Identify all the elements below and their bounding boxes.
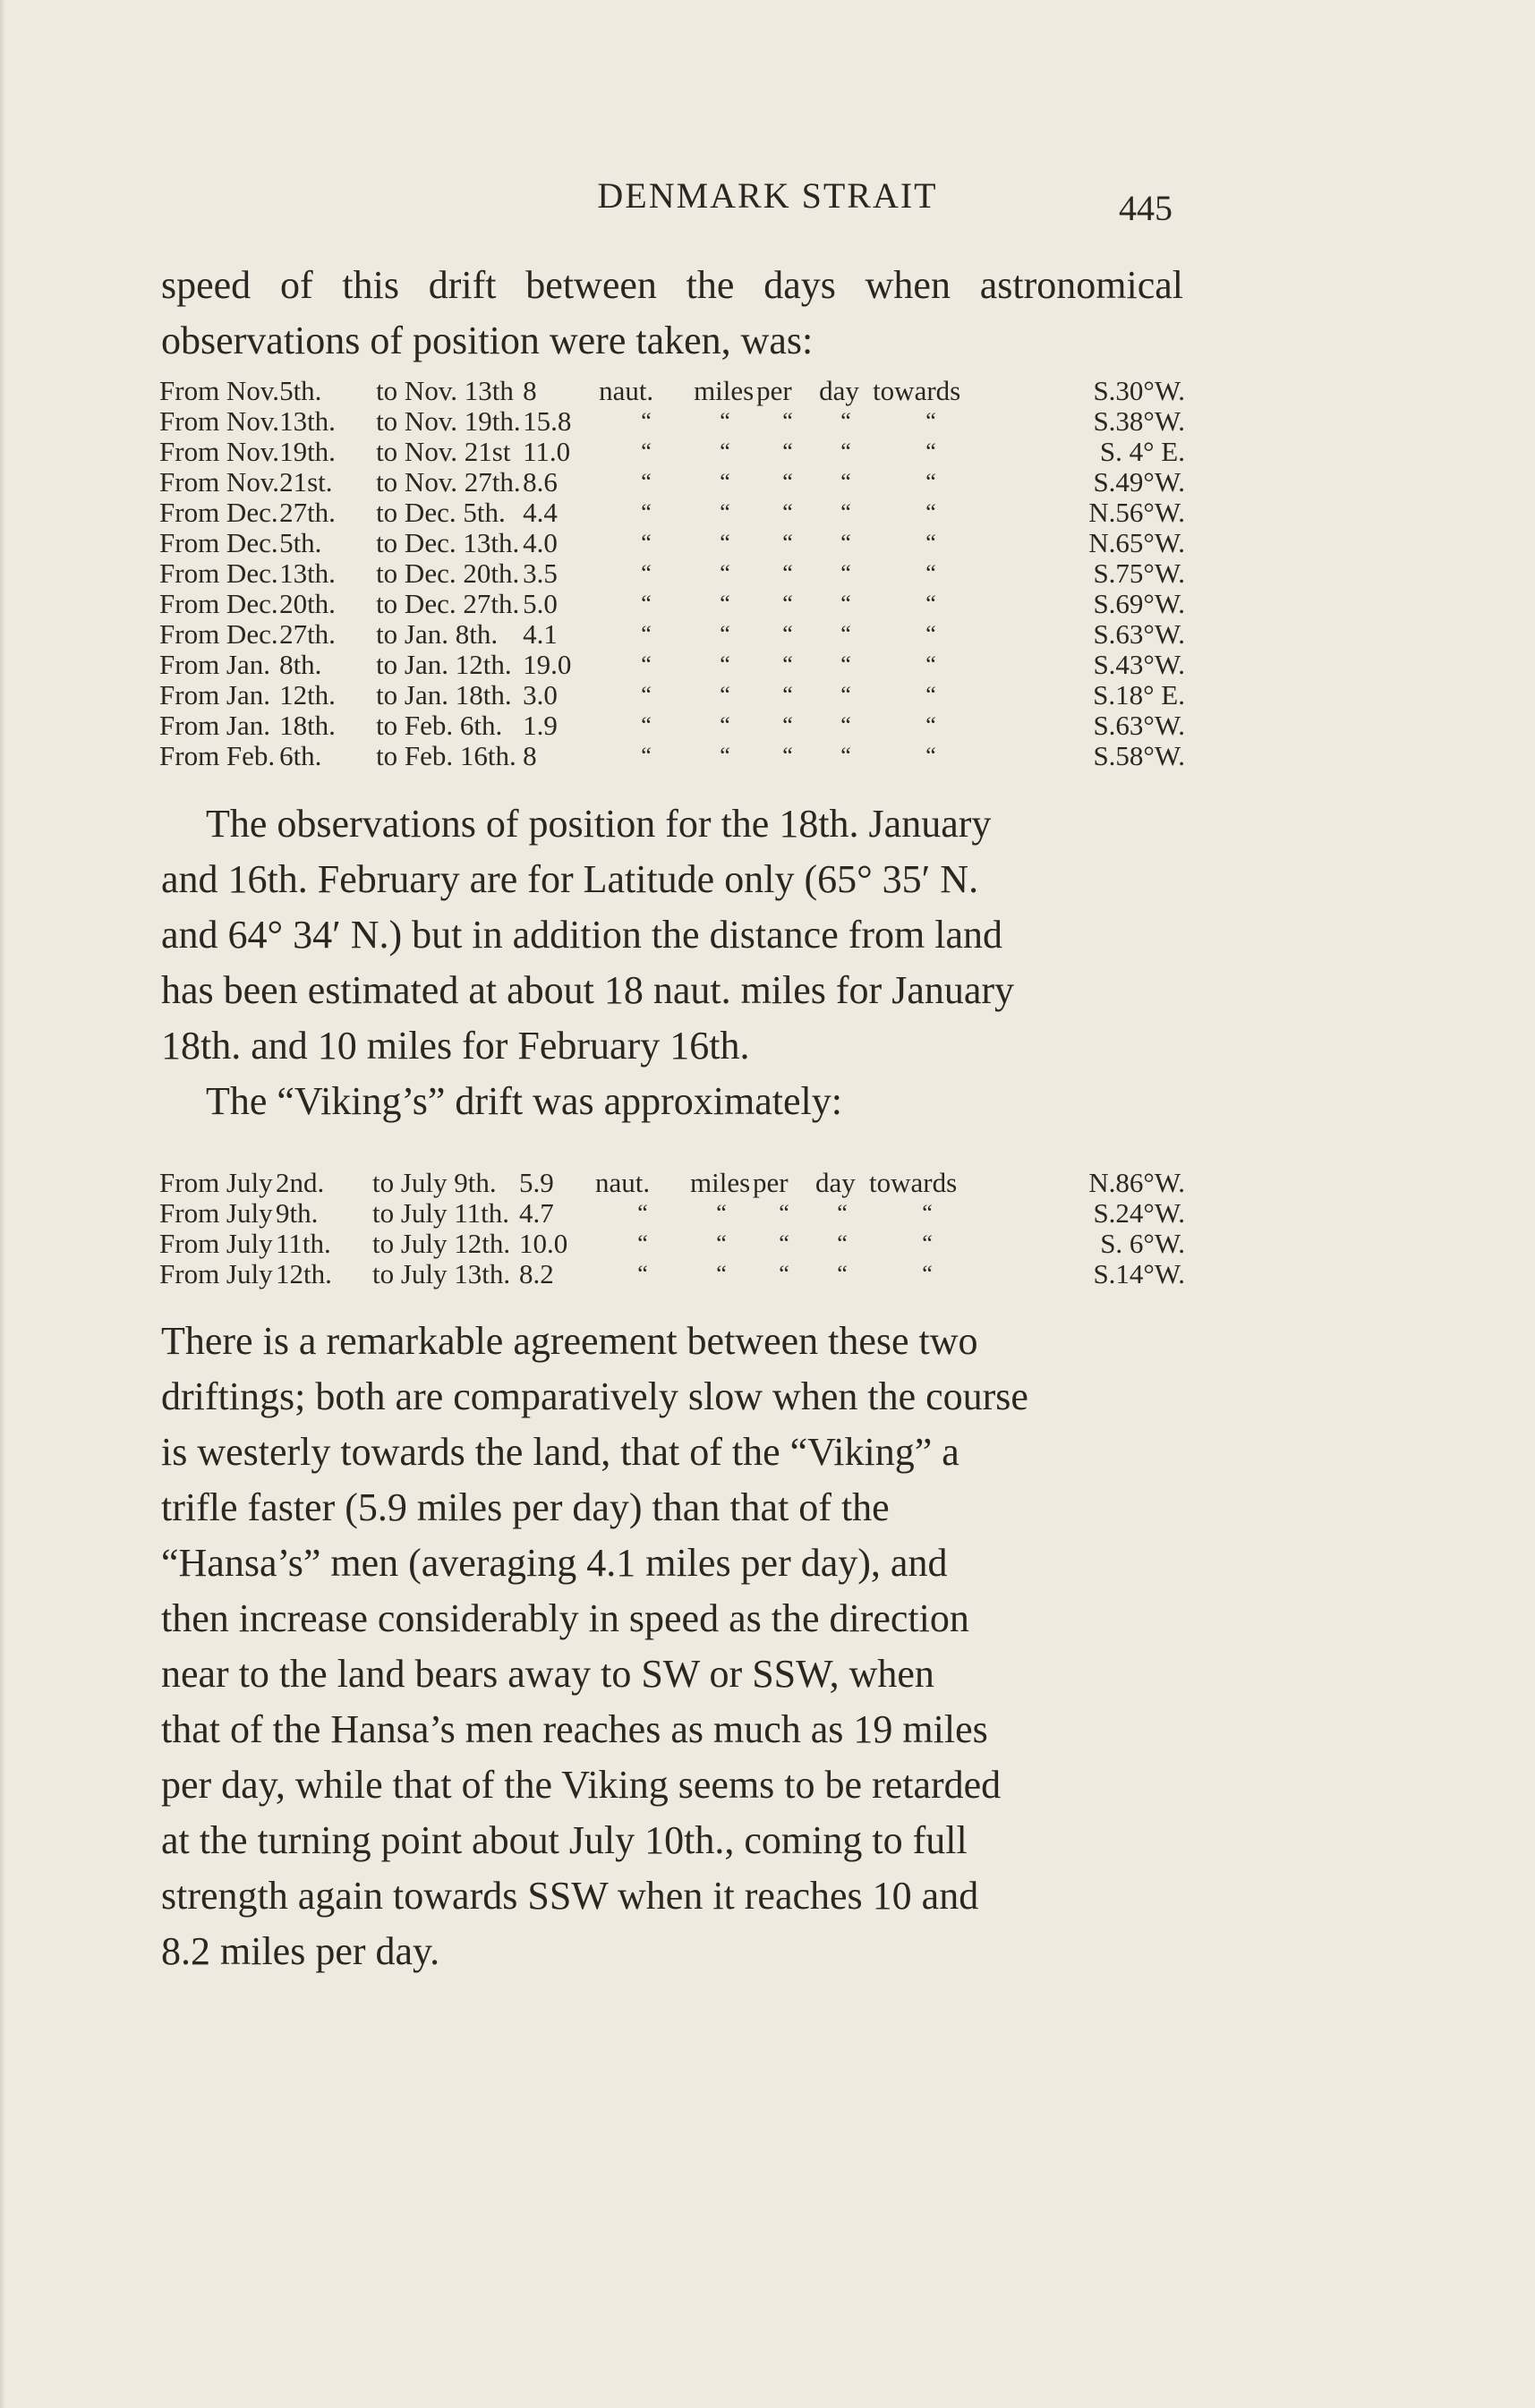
text-line: 8.2 miles per day. xyxy=(161,1929,440,1973)
row-unit: “ xyxy=(925,621,936,647)
row-speed: 1.9 xyxy=(523,710,558,741)
row-end-date: to Dec. 5th. xyxy=(376,497,506,528)
row-start-day: 12th. xyxy=(279,679,336,710)
row-unit: “ xyxy=(641,682,652,708)
row-from: From Dec. xyxy=(159,527,278,558)
text-line: “Hansa’s” men (averaging 4.1 miles per day), and xyxy=(161,1541,948,1585)
row-direction: S.18° E. xyxy=(1093,679,1185,710)
row-unit: “ xyxy=(641,591,652,617)
page-edge xyxy=(0,0,5,2408)
row-unit: “ xyxy=(641,712,652,738)
row-start-day: 5th. xyxy=(279,375,322,406)
table-row xyxy=(159,376,1185,406)
row-unit: “ xyxy=(840,621,851,647)
running-head: DENMARK STRAIT xyxy=(597,175,938,216)
row-unit: “ xyxy=(925,469,936,495)
row-start-day: 19th. xyxy=(279,436,336,467)
row-direction: S.14°W. xyxy=(1093,1258,1185,1289)
row-start-day: 21st. xyxy=(279,466,333,498)
row-unit: “ xyxy=(641,743,652,769)
row-start-day: 13th. xyxy=(279,405,336,437)
row-unit: “ xyxy=(782,408,793,434)
row-end-date: to Nov. 19th. xyxy=(376,405,521,437)
table-row xyxy=(159,589,1185,619)
row-direction: N.65°W. xyxy=(1088,527,1185,558)
row-unit: “ xyxy=(720,438,730,464)
row-speed: 4.1 xyxy=(523,618,558,650)
row-speed: 15.8 xyxy=(523,405,572,437)
page-header xyxy=(0,174,1535,228)
text-line: and 64° 34′ N.) but in addition the distance from land xyxy=(161,913,1003,957)
row-speed: 8.2 xyxy=(519,1258,554,1289)
row-unit: “ xyxy=(840,530,851,556)
row-end-date: to Feb. 16th. xyxy=(376,740,516,771)
text-line: speed of this drift between the days when astronomical xyxy=(161,263,1183,307)
latitude-paragraph xyxy=(161,796,1183,1129)
row-from: From Nov. xyxy=(159,436,280,467)
row-unit: “ xyxy=(779,1261,789,1287)
text-line: then increase considerably in speed as the direction xyxy=(161,1596,969,1640)
text-line: driftings; both are comparatively slow when the course xyxy=(161,1374,1028,1418)
row-unit: “ xyxy=(840,743,851,769)
intro-paragraph xyxy=(161,258,1183,369)
row-start-day: 9th. xyxy=(276,1197,319,1229)
row-unit: “ xyxy=(716,1200,727,1226)
table-row xyxy=(159,467,1185,498)
row-unit: “ xyxy=(925,560,936,586)
row-speed: 3.0 xyxy=(523,679,558,710)
row-from: From Dec. xyxy=(159,618,278,650)
text-line: There is a remarkable agreement between these two xyxy=(161,1319,978,1363)
row-end-date: to Nov. 27th. xyxy=(376,466,521,498)
row-unit: “ xyxy=(641,621,652,647)
row-unit: “ xyxy=(782,651,793,677)
row-end-date: to Jan. 12th. xyxy=(376,649,512,680)
row-speed: 8 xyxy=(523,740,537,771)
row-start-day: 6th. xyxy=(279,740,322,771)
row-speed: 8 xyxy=(523,375,537,406)
row-end-date: to July 12th. xyxy=(372,1228,511,1259)
row-end-date: to July 11th. xyxy=(372,1197,510,1229)
row-start-day: 11th. xyxy=(276,1228,331,1259)
row-unit: towards xyxy=(873,375,961,406)
text-line: is westerly towards the land, that of the “Viking” a xyxy=(161,1430,959,1474)
row-unit: “ xyxy=(782,712,793,738)
text-line: trifle faster (5.9 miles per day) than that of the xyxy=(161,1485,890,1529)
row-unit: “ xyxy=(641,438,652,464)
row-unit: “ xyxy=(840,591,851,617)
row-unit: “ xyxy=(922,1261,933,1287)
table-row xyxy=(159,710,1185,741)
row-end-date: to July 13th. xyxy=(372,1258,511,1289)
row-end-date: to Jan. 8th. xyxy=(376,618,499,650)
row-end-date: to Dec. 27th. xyxy=(376,588,520,619)
row-unit: “ xyxy=(925,712,936,738)
row-start-day: 2nd. xyxy=(276,1167,325,1198)
row-speed: 10.0 xyxy=(519,1228,568,1259)
text-line: and 16th. February are for Latitude only (65° 35′ N. xyxy=(161,857,979,901)
row-unit: “ xyxy=(837,1230,848,1256)
comparison-paragraph xyxy=(161,1314,1183,1979)
row-start-day: 8th. xyxy=(279,649,322,680)
row-from: From July xyxy=(159,1167,273,1198)
row-start-day: 27th. xyxy=(279,618,336,650)
row-unit: “ xyxy=(837,1200,848,1226)
row-end-date: to Dec. 20th. xyxy=(376,557,520,589)
row-direction: S.63°W. xyxy=(1093,710,1185,741)
row-unit: “ xyxy=(840,712,851,738)
row-end-date: to Dec. 13th. xyxy=(376,527,520,558)
row-unit: “ xyxy=(922,1230,933,1256)
row-from: From Dec. xyxy=(159,497,278,528)
text-line: near to the land bears away to SW or SSW, when xyxy=(161,1652,934,1696)
row-unit: “ xyxy=(720,408,730,434)
row-unit: naut. xyxy=(595,1167,651,1198)
row-unit: “ xyxy=(641,408,652,434)
row-unit: “ xyxy=(925,530,936,556)
row-start-day: 13th. xyxy=(279,557,336,589)
row-direction: S.43°W. xyxy=(1093,649,1185,680)
row-speed: 4.7 xyxy=(519,1197,554,1229)
viking-intro: The “Viking’s” drift was approximately: xyxy=(206,1079,842,1123)
row-from: From Nov. xyxy=(159,375,280,406)
row-unit: “ xyxy=(925,499,936,525)
row-from: From July xyxy=(159,1258,273,1289)
row-unit: miles xyxy=(694,375,755,406)
row-unit: “ xyxy=(925,682,936,708)
row-end-date: to Nov. 21st xyxy=(376,436,511,467)
table-row xyxy=(159,1259,1185,1289)
row-unit: “ xyxy=(840,499,851,525)
row-unit: “ xyxy=(637,1200,648,1226)
row-unit: “ xyxy=(779,1200,789,1226)
row-end-date: to Nov. 13th xyxy=(376,375,514,406)
row-direction: S. 4° E. xyxy=(1099,436,1185,467)
row-unit: “ xyxy=(637,1261,648,1287)
row-speed: 4.0 xyxy=(523,527,558,558)
row-unit: “ xyxy=(720,560,730,586)
text-line: at the turning point about July 10th., coming to full xyxy=(161,1818,968,1862)
row-speed: 8.6 xyxy=(523,466,558,498)
text-line: The observations of position for the 18th. January xyxy=(206,802,992,846)
row-unit: “ xyxy=(720,530,730,556)
table-row xyxy=(159,528,1185,558)
row-from: From Jan. xyxy=(159,679,270,710)
table-row xyxy=(159,1168,1185,1198)
row-start-day: 27th. xyxy=(279,497,336,528)
row-unit: “ xyxy=(922,1200,933,1226)
table-row xyxy=(159,1198,1185,1229)
row-unit: “ xyxy=(840,408,851,434)
row-direction: N.86°W. xyxy=(1088,1167,1185,1198)
row-unit: “ xyxy=(779,1230,789,1256)
row-unit: “ xyxy=(782,530,793,556)
table-row xyxy=(159,437,1185,467)
viking-drift-table xyxy=(159,1168,1185,1289)
row-direction: S.30°W. xyxy=(1093,375,1185,406)
row-speed: 5.0 xyxy=(523,588,558,619)
row-unit: per xyxy=(753,1167,789,1198)
page-number: 445 xyxy=(1119,188,1173,228)
row-start-day: 18th. xyxy=(279,710,336,741)
row-unit: “ xyxy=(925,591,936,617)
row-unit: per xyxy=(756,375,792,406)
row-direction: S.63°W. xyxy=(1093,618,1185,650)
row-unit: “ xyxy=(782,682,793,708)
row-unit: day xyxy=(819,375,859,406)
row-end-date: to Jan. 18th. xyxy=(376,679,512,710)
table-row xyxy=(159,619,1185,650)
row-unit: “ xyxy=(782,469,793,495)
row-direction: S. 6°W. xyxy=(1100,1228,1185,1259)
row-direction: N.56°W. xyxy=(1088,497,1185,528)
row-unit: “ xyxy=(720,743,730,769)
row-speed: 3.5 xyxy=(523,557,558,589)
row-unit: “ xyxy=(720,682,730,708)
row-unit: “ xyxy=(720,621,730,647)
row-unit: “ xyxy=(641,560,652,586)
table-row xyxy=(159,558,1185,589)
row-unit: “ xyxy=(840,560,851,586)
table-row xyxy=(159,406,1185,437)
text-line: has been estimated at about 18 naut. miles for January xyxy=(161,968,1015,1012)
row-direction: S.49°W. xyxy=(1093,466,1185,498)
row-from: From Jan. xyxy=(159,649,270,680)
row-direction: S.75°W. xyxy=(1093,557,1185,589)
row-unit: “ xyxy=(925,438,936,464)
row-unit: “ xyxy=(837,1261,848,1287)
table-row xyxy=(159,498,1185,528)
row-unit: miles xyxy=(690,1167,751,1198)
row-from: From July xyxy=(159,1228,273,1259)
row-unit: “ xyxy=(641,499,652,525)
row-from: From Dec. xyxy=(159,557,278,589)
row-speed: 5.9 xyxy=(519,1167,554,1198)
row-end-date: to July 9th. xyxy=(372,1167,497,1198)
row-from: From Jan. xyxy=(159,710,270,741)
row-start-day: 5th. xyxy=(279,527,322,558)
row-start-day: 12th. xyxy=(276,1258,332,1289)
row-direction: S.58°W. xyxy=(1093,740,1185,771)
row-unit: “ xyxy=(782,621,793,647)
row-speed: 4.4 xyxy=(523,497,558,528)
row-unit: “ xyxy=(840,651,851,677)
row-from: From Dec. xyxy=(159,588,278,619)
row-unit: “ xyxy=(637,1230,648,1256)
text-line: 18th. and 10 miles for February 16th. xyxy=(161,1024,750,1068)
row-speed: 19.0 xyxy=(523,649,572,680)
row-unit: “ xyxy=(716,1261,727,1287)
table-row xyxy=(159,650,1185,680)
row-unit: “ xyxy=(641,469,652,495)
row-unit: “ xyxy=(782,743,793,769)
row-unit: “ xyxy=(840,438,851,464)
row-start-day: 20th. xyxy=(279,588,336,619)
row-unit: “ xyxy=(641,530,652,556)
row-unit: “ xyxy=(782,591,793,617)
table-row xyxy=(159,1229,1185,1259)
row-unit: “ xyxy=(782,438,793,464)
row-unit: “ xyxy=(720,651,730,677)
row-unit: “ xyxy=(840,469,851,495)
row-unit: “ xyxy=(716,1230,727,1256)
row-unit: day xyxy=(815,1167,856,1198)
row-unit: naut. xyxy=(599,375,654,406)
row-unit: “ xyxy=(840,682,851,708)
row-end-date: to Feb. 6th. xyxy=(376,710,503,741)
row-direction: S.69°W. xyxy=(1093,588,1185,619)
hansa-drift-table xyxy=(159,376,1185,771)
text-line: that of the Hansa’s men reaches as much as 19 miles xyxy=(161,1707,988,1751)
row-unit: “ xyxy=(925,651,936,677)
text-line: strength again towards SSW when it reaches 10 and xyxy=(161,1874,979,1918)
table-row xyxy=(159,680,1185,710)
row-from: From Nov. xyxy=(159,466,280,498)
row-direction: S.38°W. xyxy=(1093,405,1185,437)
row-unit: “ xyxy=(720,591,730,617)
row-from: From Nov. xyxy=(159,405,280,437)
row-unit: towards xyxy=(869,1167,958,1198)
text-line: per day, while that of the Viking seems to be retarded xyxy=(161,1763,1002,1807)
row-unit: “ xyxy=(720,712,730,738)
row-unit: “ xyxy=(720,469,730,495)
row-unit: “ xyxy=(720,499,730,525)
row-unit: “ xyxy=(925,408,936,434)
text-line: observations of position were taken, was: xyxy=(161,319,814,362)
row-speed: 11.0 xyxy=(523,436,571,467)
row-direction: S.24°W. xyxy=(1093,1197,1185,1229)
row-unit: “ xyxy=(782,499,793,525)
row-from: From Feb. xyxy=(159,740,276,771)
row-unit: “ xyxy=(641,651,652,677)
row-unit: “ xyxy=(925,743,936,769)
table-row xyxy=(159,741,1185,771)
row-unit: “ xyxy=(782,560,793,586)
row-from: From July xyxy=(159,1197,273,1229)
